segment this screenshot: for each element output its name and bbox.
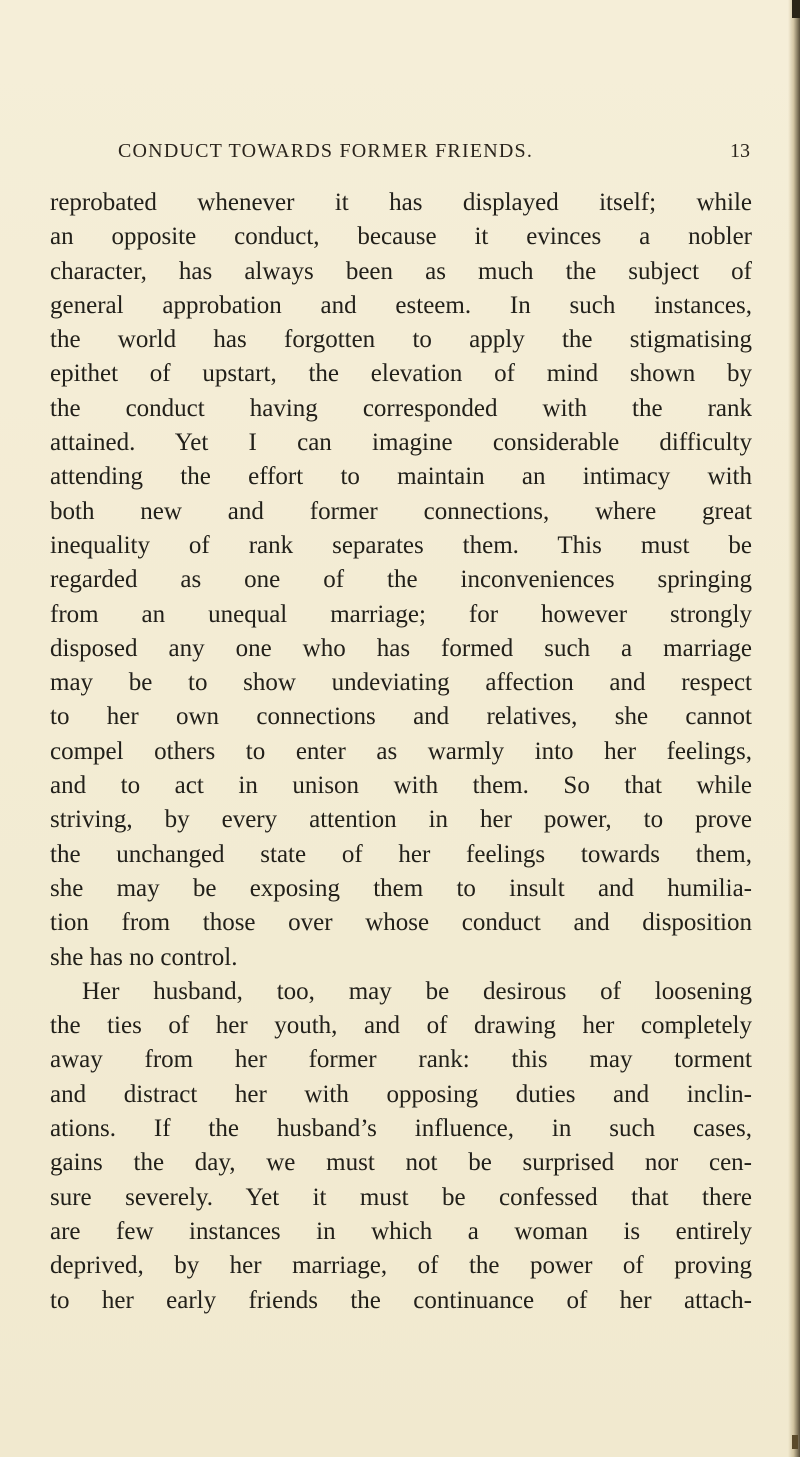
- text-line: compel others to enter as warmly into her feelings,: [50, 737, 752, 765]
- text-line: to her own connections and relatives, she cannot: [50, 703, 752, 731]
- text-line: regarded as one of the inconveniences springing: [50, 566, 752, 594]
- text-line: general approbation and esteem. In such instances,: [50, 291, 752, 319]
- text-line: may be to show undeviating affection and respect: [50, 669, 752, 697]
- text-line: disposed any one who has formed such a marriage: [50, 634, 752, 662]
- text-line: both new and former connections, where great: [50, 497, 752, 525]
- corner-mark: [792, 0, 800, 18]
- text-line: deprived, by her marriage, of the power of proving: [50, 1252, 752, 1280]
- text-line: are few instances in which a woman is entirely: [50, 1217, 752, 1245]
- text-line: and distract her with opposing duties and inclin-: [50, 1080, 752, 1108]
- text-line: an opposite conduct, because it evinces a nobler: [50, 223, 752, 251]
- text-line: ations. If the husband’s influence, in such cases,: [50, 1115, 752, 1143]
- text-line: the conduct having corresponded with the rank: [50, 394, 752, 422]
- running-title: CONDUCT TOWARDS FORMER FRIENDS.: [118, 140, 534, 162]
- text-line: and to act in unison with them. So that while: [50, 772, 752, 800]
- text-line: to her early friends the continuance of her attach-: [50, 1286, 752, 1314]
- text-line: she may be exposing them to insult and humilia-: [50, 874, 752, 902]
- body-text: [50, 186, 752, 1318]
- corner-mark: [792, 1435, 798, 1449]
- text-line: character, has always been as much the subject of: [50, 257, 752, 285]
- paragraph-start-line: Her husband, too, may be desirous of loosening: [82, 977, 752, 1005]
- text-line: attending the effort to maintain an intimacy with: [50, 463, 752, 491]
- text-line: the world has forgotten to apply the stigmatising: [50, 326, 752, 354]
- text-line: away from her former rank: this may torment: [50, 1046, 752, 1074]
- text-line: the unchanged state of her feelings towards them,: [50, 840, 752, 868]
- text-line: attained. Yet I can imagine considerable difficulty: [50, 429, 752, 457]
- page-edge-shadow: [788, 0, 800, 1457]
- page-header: [118, 140, 750, 170]
- text-line: the ties of her youth, and of drawing her completely: [50, 1012, 752, 1040]
- page-number: 13: [730, 140, 750, 162]
- text-line: epithet of upstart, the elevation of mind shown by: [50, 360, 752, 388]
- text-line: tion from those over whose conduct and disposition: [50, 909, 752, 937]
- text-line: gains the day, we must not be surprised nor cen-: [50, 1149, 752, 1177]
- text-line: striving, by every attention in her power, to prove: [50, 806, 752, 834]
- text-line: reprobated whenever it has displayed itself; while: [50, 189, 752, 216]
- text-line: from an unequal marriage; for however strongly: [50, 600, 752, 628]
- text-line: sure severely. Yet it must be confessed that there: [50, 1183, 752, 1211]
- text-line: inequality of rank separates them. This must be: [50, 531, 752, 559]
- paragraph-end-line: she has no control.: [50, 943, 238, 971]
